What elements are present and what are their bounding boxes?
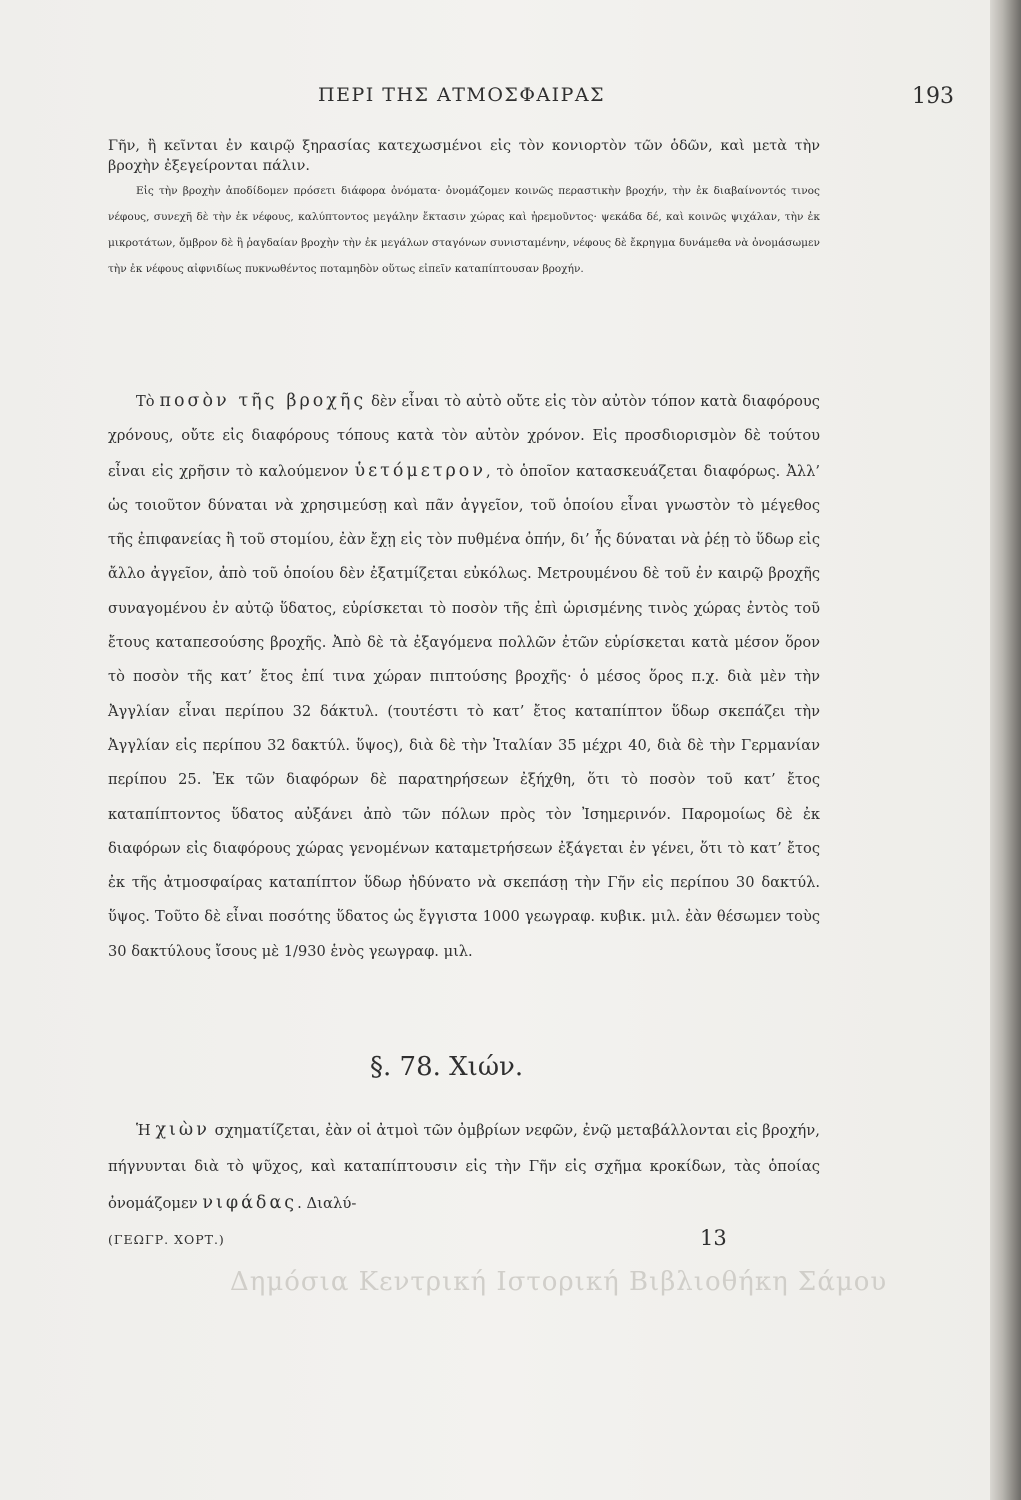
main-text xyxy=(108,384,820,969)
page-header xyxy=(0,84,1000,114)
paragraph-text: Ἡ xyxy=(136,1122,156,1139)
paragraph-1: Γῆν, ἢ κεῖνται ἐν καιρῷ ξηρασίας κατεχωσμένοι εἰς τὸν κονιορτὸν τῶν ὁδῶν, καὶ μετὰ τὴν βροχὴν ἐξεγείρονται πάλιν. xyxy=(108,138,820,174)
section-heading: §. 78. Χιών. xyxy=(370,1052,524,1082)
rain-paragraph xyxy=(108,384,820,969)
small-print-paragraph: Εἰς τὴν βροχὴν ἀποδίδομεν πρόσετι διάφορα ὀνόματα· ὀνομάζομεν κοινῶς περαστικὴν βροχήν, τὴν ἐκ διαβαίνοντός τινος νέφους, συνεχῆ δὲ τὴν ἐκ νέφους, καλύπτοντος μεγάλην ἔκτασιν χώρας καὶ ἠρεμοῦντος· ψεκάδα δέ, καὶ κοινῶς ψιχάλαν, τὴν ἐκ μικροτάτων, ὄμβρον δὲ ἢ ῥαγδαίαν βροχὴν τὴν ἐκ μεγάλων σταγόνων συνισταμένην, νέφους δὲ ἔκρηγμα δυνάμεθα νὰ ὀνομάσωμεν τὴν ἐκ νέφους αἰφνιδίως πυκνωθέντος ποταμηδὸν οὕτως εἰπεῖν καταπίπτουσαν βροχήν. xyxy=(108,185,820,275)
paragraph-text: Τὸ xyxy=(136,393,160,410)
paragraph-text: ἑνὸς γεωγραφ. μιλ. xyxy=(325,942,473,960)
introductory-text xyxy=(108,136,820,284)
book-gutter xyxy=(990,0,1021,1500)
paragraph-text: σχηματίζεται, ἐὰν οἱ ἀτμοὶ τῶν ὀμβρίων νεφῶν, ἐνῷ μεταβάλλονται εἰς βροχήν, πήγνυνται διὰ τὸ ψῦχος, καὶ καταπίπτουσιν εἰς τὴν Γῆν εἰς σχῆμα κροκίδων, τὰς ὁποίας ὀνομάζομεν xyxy=(108,1122,820,1212)
signature-number: 13 xyxy=(700,1226,727,1250)
printer-signature: (ΓΕΩΓΡ. ΧΟΡΤ.) xyxy=(108,1232,225,1247)
spaced-term: νιφάδας xyxy=(202,1193,298,1213)
spaced-term: χιὼν xyxy=(155,1120,210,1140)
paragraph-text: , τὸ ὁποῖον κατασκευάζεται διαφόρως. Ἀλλ’ ὡς τοιοῦτον δύναται νὰ χρησιμεύσῃ καὶ πᾶν ἀγγεῖον, τοῦ ὁποίου εἶναι γνωστὸν τὸ μέγεθος τῆς ἐπιφανείας ἢ τοῦ στομίου, ἐὰν ἔχῃ εἰς τὸν πυθμένα ὀπήν, δι’ ἧς δύναται νὰ ῥέῃ τὸ ὕδωρ εἰς ἄλλο ἀγγεῖον, ἀπὸ τοῦ ὁποίου δὲν ἐξατμίζεται εὐκόλως. Μετρουμένου δὲ τοῦ ἐν καιρῷ βροχῆς συναγομένου ἐν αὐτῷ ὕδατος, εὑρίσκεται τὸ ποσὸν τῆς ἐπὶ ὡρισμένης τινὸς χώρας ἐντὸς τοῦ ἔτους καταπεσούσης βροχῆς. Ἀπὸ δὲ τὰ ἐξαγόμενα πολλῶν ἐτῶν εὑρίσκεται κατὰ μέσον ὅρον τὸ ποσὸν τῆς κατ’ ἔτος ἐπί τινα χώραν πιπτούσης βροχῆς· ὁ μέσος ὅρος π.χ. διὰ μὲν τὴν Ἀγγλίαν εἶναι περίπου 32 δάκτυλ. (τουτέστι τὸ κατ’ ἔτος καταπίπτον ὕδωρ σκεπάζει τὴν Ἀγγλίαν εἰς περίπου 32 δακτύλ. ὕψος), διὰ δὲ τὴν Ἰταλίαν 35 μέχρι 40, διὰ δὲ τὴν Γερμανίαν περίπου 25. Ἐκ τῶν διαφόρων δὲ παρατηρήσεων ἐξήχθη, ὅτι τὸ ποσὸν τοῦ κατ’ ἔτος καταπίπτοντος ὕδατος αὐξάνει ἀπὸ τῶν πόλων πρὸς τὸν Ἰσημερινόν. Παρομοίως δὲ ἐκ διαφόρων εἰς διαφόρους χώρας γενομένων καταμετρήσεων ἐξάγεται ἐν γένει, ὅτι τὸ κατ’ ἔτος ἐκ τῆς ἀτμοσφαίρας καταπίπτον ὕδωρ ἠδύνατο νὰ σκεπάσῃ τὴν Γῆν εἰς περίπου 30 δακτύλ. ὕψος. Τοῦτο δὲ εἶναι ποσότης ὕδατος ὡς ἔγγιστα 1000 γεωγραφ. κυβικ. μιλ. ἐὰν θέσωμεν τοὺς 30 δακτύλους ἴσους μὲ xyxy=(108,462,820,960)
running-title: ΠΕΡΙ ΤΗΣ ΑΤΜΟΣΦΑΙΡΑΣ xyxy=(318,84,606,106)
spaced-term: ὑετόμετρον xyxy=(354,460,486,481)
paragraph-text: . Διαλύ- xyxy=(297,1195,357,1212)
snow-text xyxy=(108,1112,820,1222)
snow-paragraph xyxy=(108,1112,820,1222)
fraction: 1/930 xyxy=(283,942,326,960)
spaced-term: ποσὸν τῆς βροχῆς xyxy=(159,391,367,411)
paragraph-text: δὲν εἶναι τὸ αὐτὸ οὔτε εἰς τὸν αὐτὸν τόπον κατὰ διαφόρους χρόνους, οὔτε εἰς διαφόρους τόπους κατὰ τὸν αὐτὸν χρόνον. Εἰς προσδιορισμὸν δὲ τούτου εἶναι εἰς χρῆσιν τὸ καλούμενον xyxy=(108,393,820,480)
library-watermark: Δημόσια Κεντρική Ιστορική Βιβλιοθήκη Σάμου xyxy=(230,1267,888,1297)
page-number: 193 xyxy=(912,84,954,109)
